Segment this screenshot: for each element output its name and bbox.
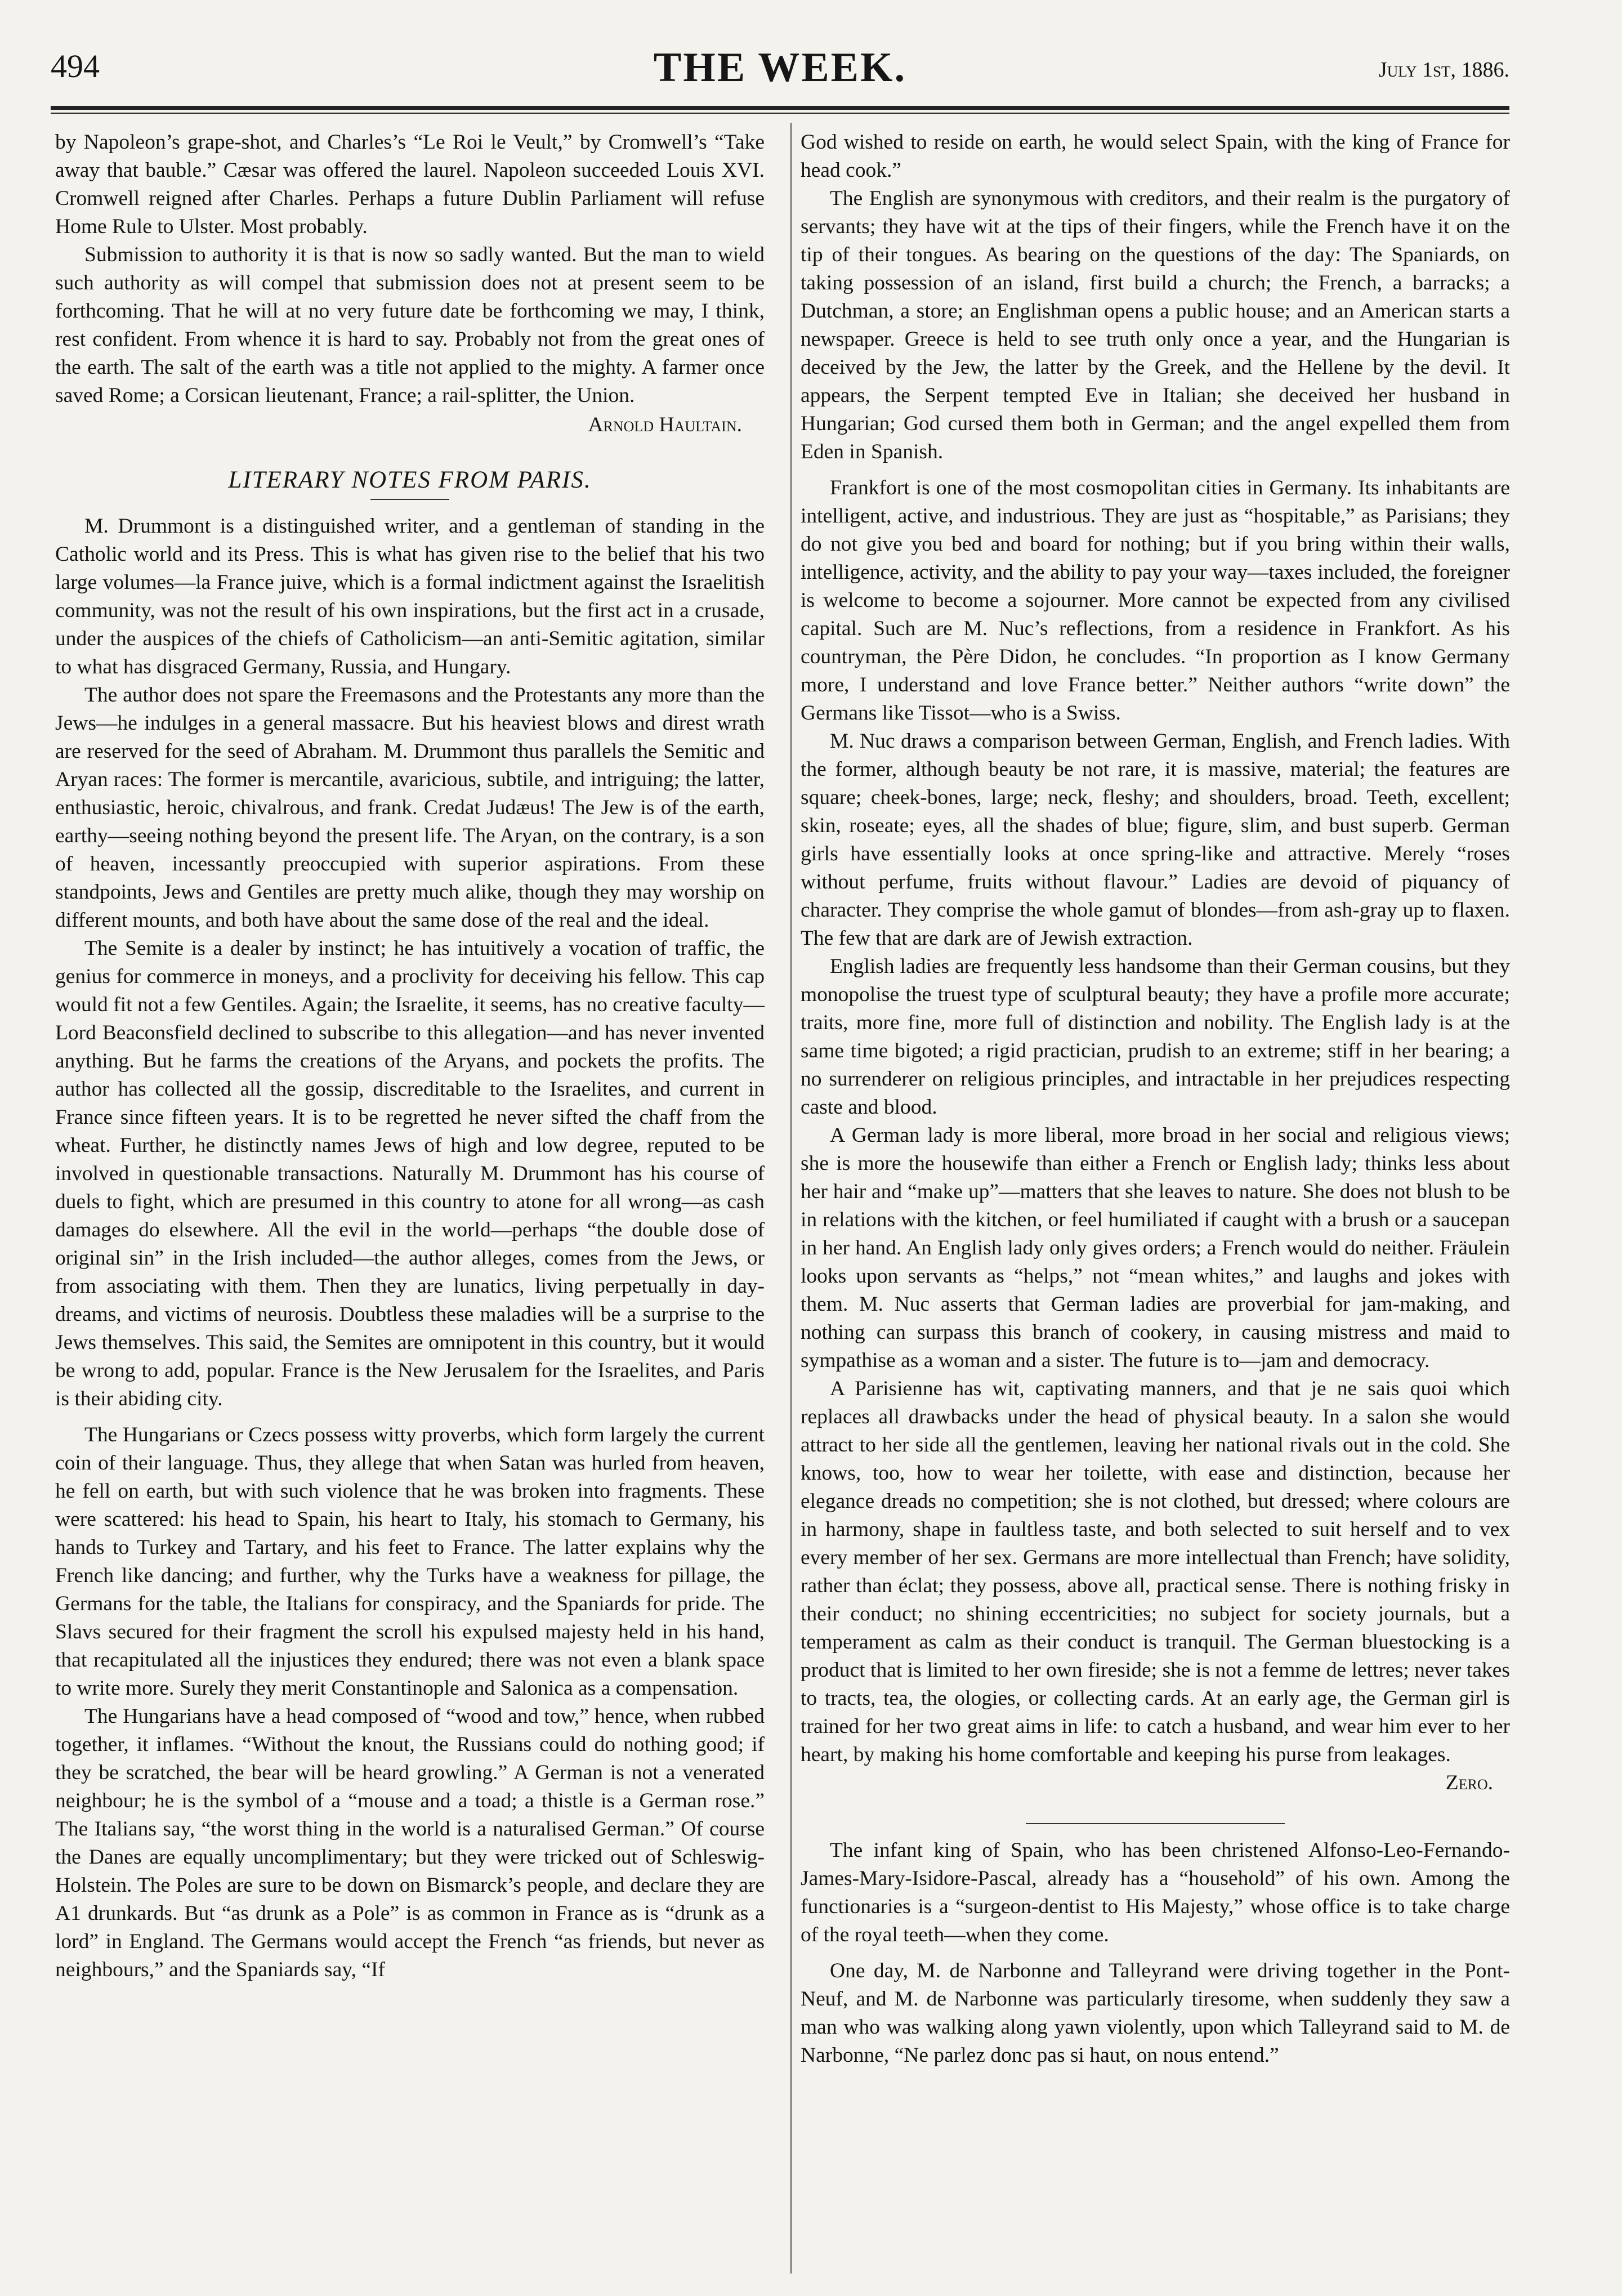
header-rule-thin — [51, 113, 1509, 114]
note-paragraph: One day, M. de Narbonne and Talleyrand were driving together in the Pont-Neuf, and M. de Narbonne was particularly tiresome, when suddenly they saw a man who was walking along yawn violently, upon which Talleyrand said to M. de Narbonne, “Ne parlez donc pas si haut, on nous entend.” — [801, 1959, 1510, 2067]
issue-date: July 1st, 1886. — [1378, 58, 1509, 82]
article2-paragraph: The English are synonymous with creditors, and their realm is the purgatory of servants; they have wit at the tips of their fingers, while the French have it on the tip of their tongues. As bearing on the questions of the day: The Spaniards, on taking possession of an island, first build a church; the French, a barracks; a Dutchman, a store; an Englishman opens a public house; and an American starts a newspaper. Greece is held to see truth only once a year, and the Hungarian is deceived by the Jew, the latter by the Greek, and the Hellene by the devil. It appears, the Serpent tempted Eve in Italian; she deceived her husband in Hungarian; God cursed them both in German; and the angel expelled them from Eden in Spanish. — [801, 187, 1510, 463]
article2-signature: Zero. — [1445, 1771, 1493, 1794]
article2-paragraph: The Hungarians or Czecs possess witty proverbs, which form largely the current coin of their language. Thus, they allege that when Satan was hurled from heaven, he fell on earth, but with such violence that he was broken into fragments. These were scattered: his head to Spain, his heart to Italy, his stomach to Germany, his hands to Turkey and Tartary, and his feet to France. The latter explains why the French like dancing; and further, why the Turks have a weakness for pillage, the Germans for the table, the Italians for conspiracy, and the Spaniards for pride. The Slavs secured for their fragment the scroll his expulsed majesty held in his hand, that recapitulated all the injustices they endured; there was not even a blank space to write more. Surely they merit Constantinople and Salonica as a compensation. — [55, 1423, 765, 1700]
journal-title: THE WEEK. — [653, 44, 907, 91]
masthead — [51, 44, 1509, 95]
article2-signature-row — [801, 1769, 1510, 1797]
article2-paragraph: Frankfort is one of the most cosmopolitan cities in Germany. Its inhabitants are intelligent, active, and industrious. They are just as “hospitable,” as Parisians; they do not give you bed and board for nothing; but if you bring within their walls, intelligence, activity, and the ability to pay your way—taxes included, the foreigner is welcome to become a sojourner. More cannot be expected from any civilised capital. Such are M. Nuc’s reflections, from a residence in Frankfort. As his countryman, the Père Didon, he concludes. “In proportion as I know Germany more, I understand and love France better.” Neither authors “write down” the Germans like Tissot—who is a Swiss. — [801, 476, 1510, 725]
article2-paragraph: A Parisienne has wit, captivating manners, and that je ne sais quoi which replaces all drawbacks under the head of physical beauty. In a salon she would attract to her side all the gentlemen, leaving her national rivals out in the cold. She knows, too, how to wear her toilette, with ease and distinction, because her elegance dreads no competition; she is not clothed, but dressed; where colours are in harmony, shape in faultless taste, and both selected to suit herself and to vex every member of her sex. Germans are more intellectual than French; have solidity, rather than éclat; they possess, above all, practical sense. There is nothing frisky in their conduct; no shining eccentricities; no subject for society journals, but a temperament as calm as their conduct is tranquil. The German bluestocking is a product that is limited to her own fireside; she is not a femme de lettres; never takes to tracts, tea, the ologies, or collecting cards. At an early age, the German girl is trained for her two great aims in life: to catch a husband, and wear him ever to her heart, by making his home comfortable and keeping his purse from leakages. — [801, 1377, 1510, 1766]
header-rule-thick — [51, 106, 1509, 110]
left-column — [55, 128, 765, 1984]
article2-paragraph: English ladies are frequently less handsome than their German cousins, but they monopolise the truest type of sculptural beauty; they have a profile more accurate; traits, more fine, more full of distinction and nobility. The English lady is at the same time bigoted; a rigid practician, prudish to an extreme; stiff in her bearing; a no surrenderer on religious principles, and intractable in her prejudices respecting caste and blood. — [801, 955, 1510, 1119]
article2-paragraph: M. Drummont is a distinguished writer, and a gentleman of standing in the Catholic world and its Press. This is what has given rise to the belief that his two large volumes—la France juive, which is a formal indictment against the Israelitish community, was not the result of his own inspirations, but the first act in a crusade, under the auspices of the chiefs of Catholicism—an anti-Semitic agitation, similar to what has disgraced Germany, Russia, and Hungary. — [55, 515, 765, 678]
article2-paragraph: A German lady is more liberal, more broad in her social and religious views; she is more the housewife than either a French or English lady; thinks less about her hair and “make up”—matters that she leaves to nature. She does not blush to be in relations with the kitchen, or feel humiliated if caught with a brush or a saucepan in her hand. An English lady only gives orders; a French would do neither. Fräulein looks upon servants as “helps,” not “mean whites,” and laughs and jokes with them. M. Nuc asserts that German ladies are proverbial for jam-making, and nothing can surpass this branch of cookery, in causing mistress and maid to sympathise as a woman and a sister. The future is to—jam and democracy. — [801, 1124, 1510, 1372]
article2-paragraph: The author does not spare the Freemasons and the Protestants any more than the Jews—he indulges in a general massacre. But his heaviest blows and direst wrath are reserved for the seed of Abraham. M. Drummont thus parallels the Semitic and Aryan races: The former is mercantile, avaricious, subtile, and intriguing; the latter, enthusiastic, heroic, chivalrous, and frank. Credat Judæus! The Jew is of the earth, earthy—seeing nothing beyond the present life. The Aryan, on the contrary, is a son of heaven, incessantly preoccupied with superior aspirations. From these standpoints, Jews and Gentiles are pretty much alike, though they may worship on different mounts, and both have about the same dose of the real and the ideal. — [55, 684, 765, 932]
title-rule — [370, 499, 449, 500]
note-paragraph: The infant king of Spain, who has been christened Alfonso-Leo-Fernando-James-Mary-Isidore-Pascal, already has a “household” of his own. Among the functionaries is a “surgeon-dentist to His Majesty,” whose office is to take charge of the royal teeth—when they come. — [801, 1839, 1510, 1946]
column-divider — [790, 123, 792, 2273]
article1-paragraph: Submission to authority it is that is now so sadly wanted. But the man to wield such authority as will compel that submission does not at present seem to be forthcoming. That he will at no very future date be forthcoming we may, I think, rest confident. From whence it is hard to say. Probably not from the great ones of the earth. The salt of the earth was a title not applied to the mighty. A farmer once saved Rome; a Corsican lieutenant, France; a rail-splitter, the Union. — [55, 243, 765, 407]
article2-paragraph: The Hungarians have a head composed of “wood and tow,” hence, when rubbed together, it inflames. “Without the knout, the Russians could do nothing good; if they be scratched, the bear will be heard growling.” A German is not a venerated neighbour; he is the symbol of a “mouse and a toad; a thistle is a German rose.” The Italians say, “the worst thing in the world is a naturalised German.” Of course the Danes are equally uncomplimentary; but they were tricked out of Schleswig-Holstein. The Poles are sure to be down on Bismarck’s people, and declare they are A1 drunkards. But “as drunk as a Pole” is as common in France as is “drunk as a lord” in England. The Germans would accept the French “as friends, but never as neighbours,” and the Spaniards say, “If — [55, 1705, 765, 1981]
article1-signature: Arnold Haultain. — [588, 413, 742, 436]
article2-title: LITERARY NOTES FROM PARIS. — [228, 467, 592, 493]
article2-paragraph: M. Nuc draws a comparison between German, English, and French ladies. With the former, although beauty be not rare, it is massive, material; the features are square; cheek-bones, large; neck, fleshy; and shoulders, broad. Teeth, excellent; skin, roseate; eyes, all the shades of blue; figure, slim, and bust superb. German girls have essentially looks at once spring-like and attractive. Merely “roses without perfume, fruits without flavour.” Ladies are devoid of piquancy of character. They comprise the whole gamut of blondes—from ash-gray up to flaxen. The few that are dark are of Jewish extraction. — [801, 730, 1510, 950]
article2-paragraph: The Semite is a dealer by instinct; he has intuitively a vocation of traffic, the genius for commerce in moneys, and a proclivity for deceiving his fellow. This cap would fit not a few Gentiles. Again; the Israelite, it seems, has no creative faculty—Lord Beaconsfield declined to subscribe to this allegation—and has never invented anything. But he farms the creations of the Aryans, and pockets the profits. The author has collected all the gossip, discreditable to the Israelites, and current in France since fifteen years. It is to be regretted he never sifted the chaff from the wheat. Further, he distinctly names Jews of high and low degree, reputed to be involved in questionable transactions. Naturally M. Drummont has his course of duels to fight, which are presumed in this country to atone for all wrong—as cash damages do elsewhere. All the evil in the world—perhaps “the double dose of original sin” in the Irish included—the author alleges, comes from the Jews, or from associating with them. Then they are lunatics, living perpetually in day-dreams, and victims of neurosis. Doubtless these maladies will be a surprise to the Jews themselves. This said, the Semites are omnipotent in this country, but it would be wrong to add, popular. France is the New Jerusalem for the Israelites, and Paris is their abiding city. — [55, 937, 765, 1410]
article2-paragraph: God wished to reside on earth, he would select Spain, with the king of France for head cook.” — [801, 131, 1510, 182]
article1-paragraph: by Napoleon’s grape-shot, and Charles’s “Le Roi le Veult,” by Cromwell’s “Take away that bauble.” Cæsar was offered the laurel. Napoleon succeeded Louis XVI. Cromwell reigned after Charles. Perhaps a future Dublin Parliament will refuse Home Rule to Ulster. Most probably. — [55, 131, 765, 238]
page-number: 494 — [51, 48, 100, 84]
section-separator — [1026, 1823, 1285, 1824]
right-column — [801, 128, 1510, 2070]
